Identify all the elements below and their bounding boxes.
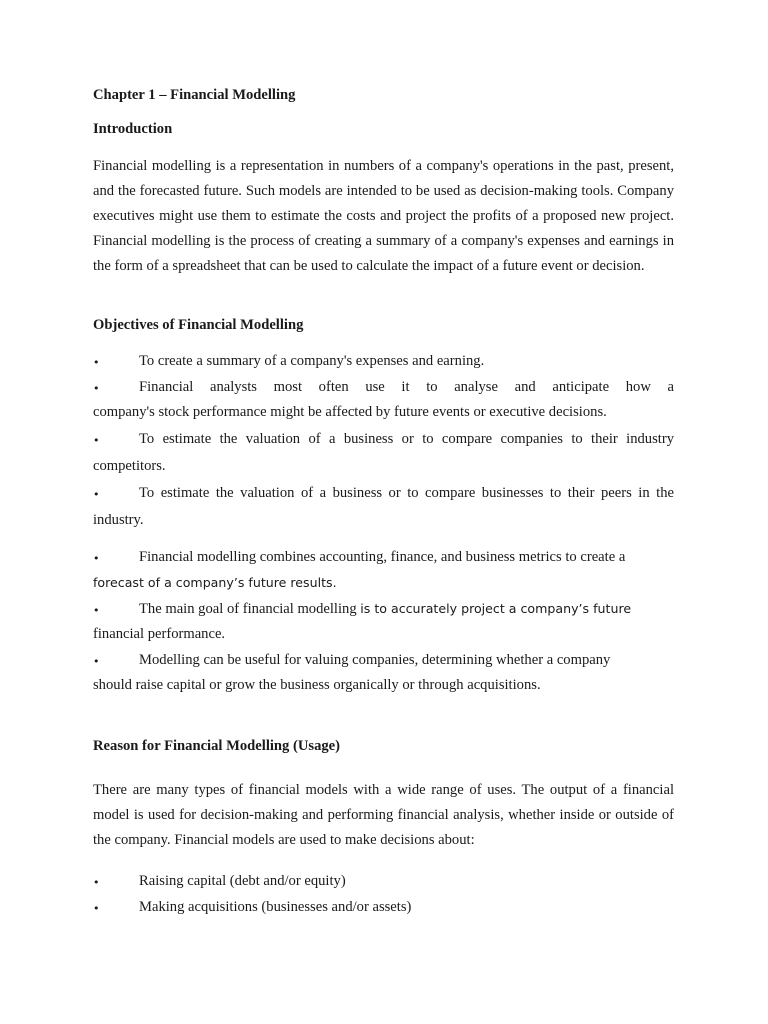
bullet-icon: • <box>93 356 100 369</box>
objective-text-part: The main goal of financial modelling <box>139 601 361 617</box>
objective-text: To create a summary of a company's expenses and earning. <box>139 353 485 369</box>
bullet-icon: • <box>93 488 100 501</box>
bullet-icon: • <box>93 382 100 395</box>
objective-text: To estimate the valuation of a business or to compare companies to their industry <box>139 431 674 447</box>
objective-text: Financial analysts most often use it to analyse and anticipate how a <box>139 379 674 395</box>
objective-text-continued: company's stock performance might be affected by future events or executive decisions. <box>93 404 607 420</box>
chapter-title: Chapter 1 – Financial Modelling <box>93 87 296 103</box>
objective-text: Financial modelling combines accounting, finance, and business metrics to create a <box>139 549 626 565</box>
objective-text: Modelling can be useful for valuing companies, determining whether a company <box>139 652 611 668</box>
bullet-icon: • <box>93 655 100 668</box>
objective-text <box>139 601 631 618</box>
objective-text: To estimate the valuation of a business or to compare businesses to their peers in the <box>139 485 674 501</box>
objective-text-part: is to accurately project a company’s future <box>360 601 632 616</box>
bullet-icon: • <box>93 552 100 565</box>
objective-text-continued: financial performance. <box>93 626 226 642</box>
objective-text-continued: forecast of a company’s future results. <box>93 575 337 590</box>
objectives-heading: Objectives of Financial Modelling <box>93 317 304 333</box>
introduction-paragraph: Financial modelling is a representation in numbers of a company's operations in the past, present, and the forecasted future. Such models are intended to be used as decision-making tools. Company executives might use them to estimate the costs and project the profits of a proposed new project. Financial modelling is the process of creating a summary of a company's expenses and earnings in the form of a spreadsheet that can be used to calculate the impact of a future event or decision. <box>93 158 674 274</box>
objective-text-continued: should raise capital or grow the business organically or through acquisitions. <box>93 677 541 693</box>
usage-paragraph: There are many types of financial models with a wide range of uses. The output of a financial model is used for decision-making and performing financial analysis, whether inside or outside of the company. Financial models are used to make decisions about: <box>93 782 674 848</box>
usage-item-text: Raising capital (debt and/or equity) <box>139 873 346 889</box>
bullet-icon: • <box>93 902 100 915</box>
bullet-icon: • <box>93 434 100 447</box>
usage-heading: Reason for Financial Modelling (Usage) <box>93 738 341 754</box>
introduction-heading: Introduction <box>93 121 173 137</box>
objective-text-continued: competitors. <box>93 458 166 474</box>
usage-item-text: Making acquisitions (businesses and/or assets) <box>139 899 412 915</box>
bullet-icon: • <box>93 604 100 617</box>
bullet-icon: • <box>93 876 100 889</box>
objective-text-continued: industry. <box>93 512 144 528</box>
